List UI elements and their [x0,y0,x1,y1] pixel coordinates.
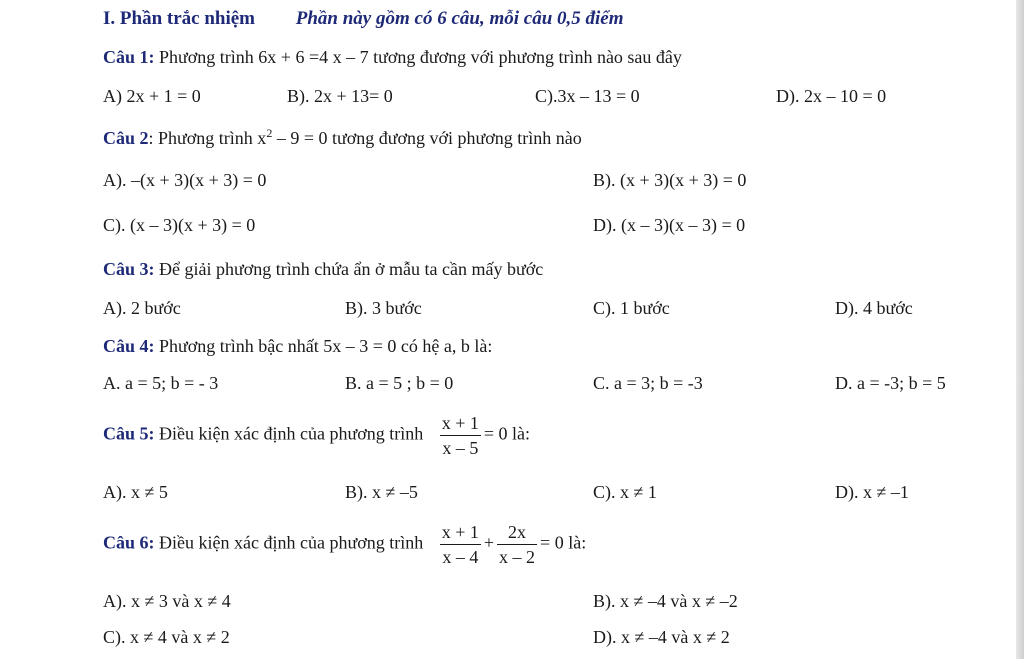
fraction-denominator: x – 5 [442,438,479,458]
q6-option-d: D). x ≠ –4 và x ≠ 2 [593,627,730,647]
question-label: Câu 2 [103,128,149,148]
q3-option-a: A). 2 bước [103,298,181,318]
fraction-2 [497,522,537,567]
question-text-after: = 0 là: [483,423,531,444]
exponent: 2 [266,126,273,140]
fraction-denominator: x – 2 [499,547,536,567]
question-text: Điều kiện xác định của phương trình [154,532,424,553]
q3-option-c: C). 1 bước [593,298,670,318]
q1-option-d: D). 2x – 10 = 0 [776,86,887,106]
q3-option-d: D). 4 bước [835,298,913,318]
q1-option-c: C).3x – 13 = 0 [535,86,640,106]
q5-option-a: A). x ≠ 5 [103,482,168,502]
q1-option-b: B). 2x + 13= 0 [287,86,393,106]
question-3 [103,259,543,280]
fraction-numerator: x + 1 [440,413,481,436]
q1-option-a: A) 2x + 1 = 0 [103,86,201,106]
question-text: : Phương trình x [148,128,267,148]
section-header [103,8,624,30]
question-text-after: = 0 là: [540,532,587,553]
question-text: Để giải phương trình chứa ẩn ở mẫu ta cần mấy bước [154,259,544,279]
question-label: Câu 3: [103,259,155,279]
q2-option-a: A). –(x + 3)(x + 3) = 0 [103,170,267,190]
q2-option-c: C). (x – 3)(x + 3) = 0 [103,215,256,235]
question-2 [103,126,582,149]
fraction [440,413,481,458]
fraction-denominator: x – 4 [442,547,479,567]
q5-option-b: B). x ≠ –5 [345,482,418,502]
question-label: Câu 5: [103,423,155,444]
page-edge-shadow [1016,0,1024,659]
fraction-numerator: x + 1 [440,522,481,545]
question-label: Câu 6: [103,532,155,553]
q4-option-c: C. a = 3; b = -3 [593,373,703,393]
question-text-after: – 9 = 0 tương đương với phương trình nào [272,128,582,148]
fraction-1 [440,522,481,567]
q6-option-c: C). x ≠ 4 và x ≠ 2 [103,627,230,647]
q2-option-d: D). (x – 3)(x – 3) = 0 [593,215,746,235]
question-1 [103,47,682,68]
question-label: Câu 1: [103,47,155,67]
fraction-numerator: 2x [497,522,537,545]
q4-option-a: A. a = 5; b = - 3 [103,373,219,393]
q6-option-b: B). x ≠ –4 và x ≠ –2 [593,591,738,611]
q4-option-b: B. a = 5 ; b = 0 [345,373,454,393]
q3-option-b: B). 3 bước [345,298,422,318]
q4-option-d: D. a = -3; b = 5 [835,373,946,393]
question-6 [103,522,586,567]
plus-sign: + [483,532,495,553]
question-label: Câu 4: [103,336,155,356]
q5-option-d: D). x ≠ –1 [835,482,909,502]
question-text: Phương trình 6x + 6 =4 x – 7 tương đương với phương trình nào sau đây [154,47,682,67]
q5-option-c: C). x ≠ 1 [593,482,657,502]
question-text: Điều kiện xác định của phương trình [154,423,424,444]
question-text: Phương trình bậc nhất 5x – 3 = 0 có hệ a, b là: [154,336,493,356]
question-5 [103,413,530,458]
section-note: Phần này gồm có 6 câu, mỗi câu 0,5 điểm [295,8,624,29]
q6-option-a: A). x ≠ 3 và x ≠ 4 [103,591,231,611]
section-title: I. Phần trắc nhiệm [103,8,255,29]
q2-option-b: B). (x + 3)(x + 3) = 0 [593,170,747,190]
question-4 [103,336,492,357]
